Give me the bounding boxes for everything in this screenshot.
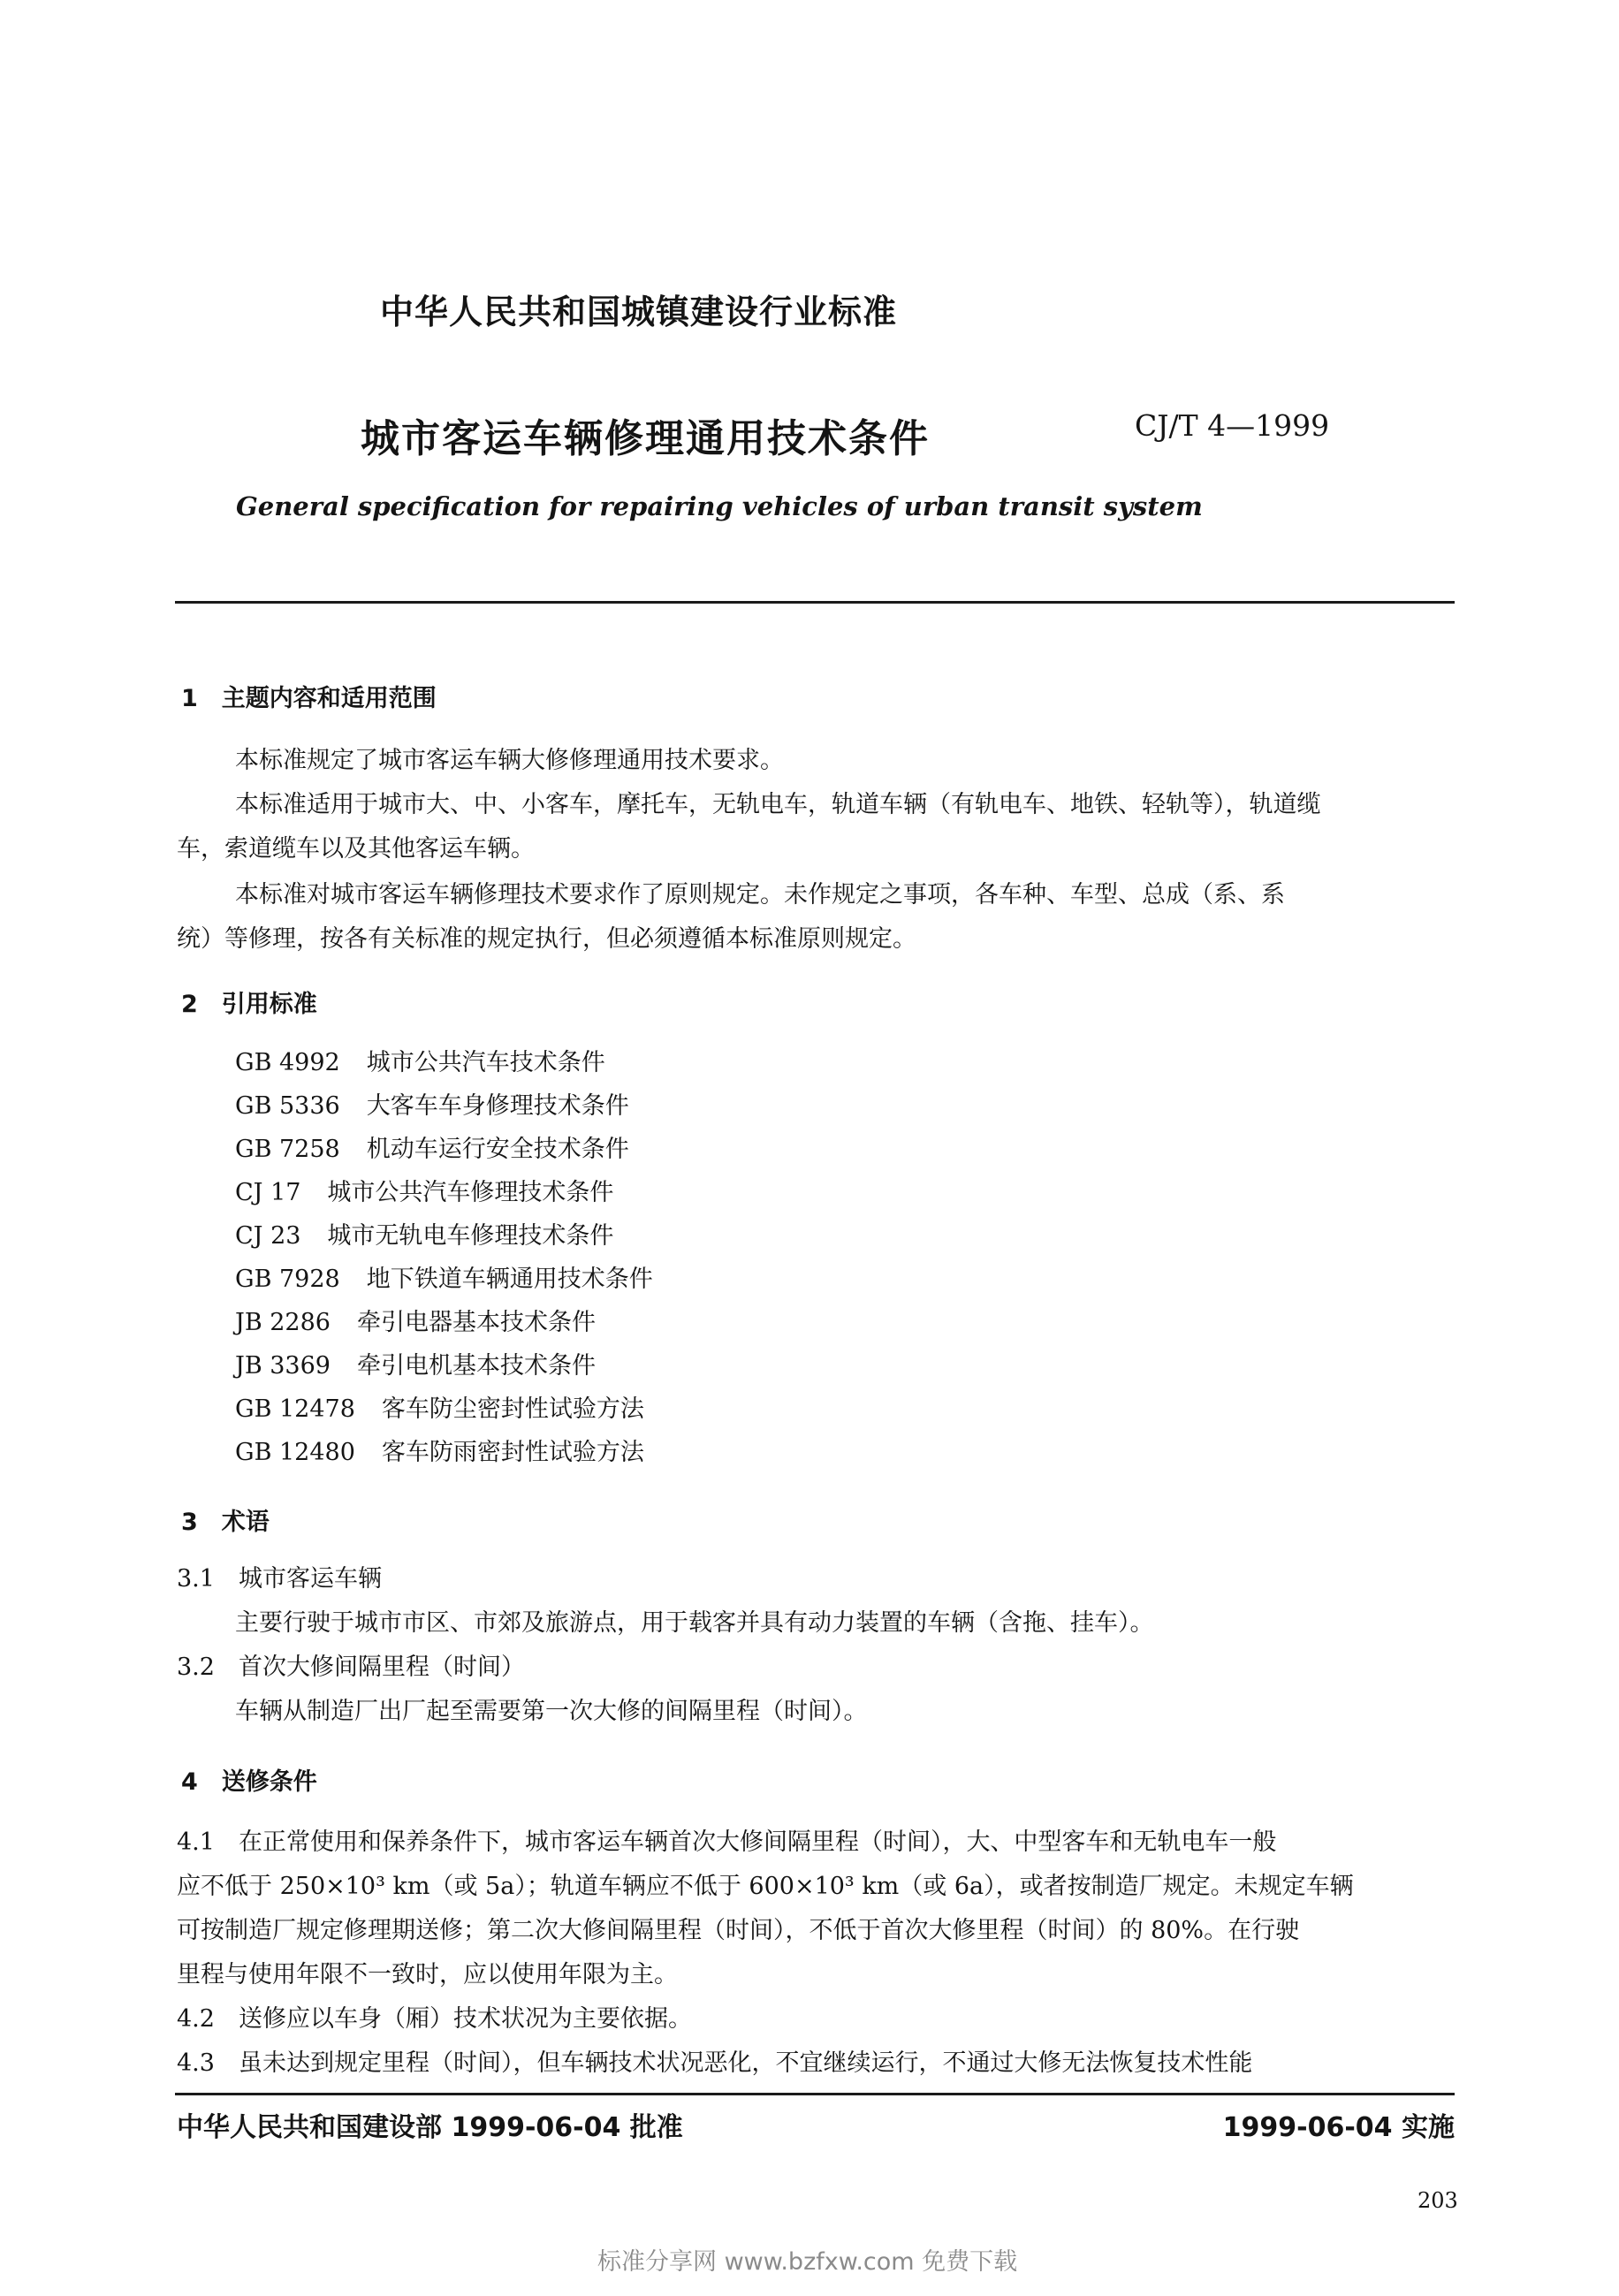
reference-code: GB 12478	[235, 1395, 355, 1423]
term-3-1-definition: 主要行驶于城市市区、市郊及旅游点，用于载客并具有动力装置的车辆（含拖、挂车）。	[235, 1609, 1154, 1637]
term-3-2-definition: 车辆从制造厂出厂起至需要第一次大修的间隔里程（时间）。	[235, 1698, 868, 1725]
reference-code: GB 5336	[235, 1092, 340, 1120]
section-1-paragraph-3-line-1: 本标准对城市客运车辆修理技术要求作了原则规定。未作规定之事项，各车种、车型、总成（系、系	[235, 881, 1285, 909]
reference-code: GB 4992	[235, 1049, 340, 1076]
reference-title: 城市无轨电车修理技术条件	[327, 1222, 614, 1250]
reference-title: 城市公共汽车修理技术条件	[327, 1179, 614, 1206]
reference-title: 机动车运行安全技术条件	[366, 1136, 629, 1163]
reference-item	[235, 1433, 644, 1467]
reference-code: CJ 23	[235, 1222, 301, 1250]
clause-4-3: 4.3 虽未达到规定里程（时间），但车辆技术状况恶化，不宜继续运行，不通过大修无法恢复技术性能	[177, 2049, 1253, 2077]
reference-item	[235, 1216, 613, 1251]
reference-title: 地下铁道车辆通用技术条件	[366, 1266, 653, 1293]
reference-code: GB 7258	[235, 1136, 340, 1163]
clause-4-1-line-2: 应不低于 250×10³ km（或 5a）；轨道车辆应不低于 600×10³ km（或 6a），或者按制造厂规定。未规定车辆	[177, 1873, 1354, 1900]
section-1-paragraph-2-line-2: 车，索道缆车以及其他客运车辆。	[177, 835, 535, 863]
document-title: 城市客运车辆修理通用技术条件	[361, 416, 930, 461]
header-rule	[175, 601, 1455, 604]
section-1-paragraph-1: 本标准规定了城市客运车辆大修修理通用技术要求。	[235, 747, 784, 774]
reference-item	[235, 1389, 644, 1424]
clause-4-1-line-4: 里程与使用年限不一致时，应以使用年限为主。	[177, 1961, 678, 1988]
section-3-heading: 3 术语	[181, 1509, 270, 1536]
reference-title: 牵引电器基本技术条件	[356, 1309, 596, 1336]
reference-item	[235, 1303, 596, 1337]
clause-4-1-line-1: 4.1 在正常使用和保养条件下，城市客运车辆首次大修间隔里程（时间），大、中型客车和无轨电车一般	[177, 1828, 1277, 1856]
reference-code: GB 12480	[235, 1439, 355, 1466]
reference-title: 客车防尘密封性试验方法	[381, 1395, 644, 1423]
reference-item	[235, 1346, 596, 1380]
section-1-paragraph-2-line-1: 本标准适用于城市大、中、小客车，摩托车，无轨电车，轨道车辆（有轨电车、地铁、轻轨等），轨道缆	[235, 791, 1321, 818]
clause-4-1-line-3: 可按制造厂规定修理期送修；第二次大修间隔里程（时间），不低于首次大修里程（时间）的 80%。在行驶	[177, 1917, 1300, 1944]
clause-4-2: 4.2 送修应以车身（厢）技术状况为主要依据。	[177, 2005, 692, 2033]
reference-item	[235, 1259, 653, 1294]
section-1-heading: 1 主题内容和适用范围	[181, 685, 437, 712]
reference-code: GB 7928	[235, 1266, 340, 1293]
watermark-banner[interactable]: 标准分享网 www.bzfxw.com 免费下载	[597, 2248, 1018, 2276]
term-3-1-heading: 3.1 城市客运车辆	[177, 1565, 382, 1593]
english-title: General specification for repairing vehicles of urban transit system	[236, 491, 1203, 521]
reference-code: JB 3369	[235, 1352, 331, 1380]
reference-item	[235, 1173, 613, 1207]
reference-title: 大客车车身修理技术条件	[366, 1092, 629, 1120]
section-1-paragraph-3-line-2: 统）等修理，按各有关标准的规定执行，但必须遵循本标准原则规定。	[177, 925, 916, 953]
standard-code: CJ/T 4—1999	[1135, 408, 1330, 443]
reference-title: 城市公共汽车技术条件	[366, 1049, 605, 1076]
reference-item	[235, 1129, 629, 1164]
section-4-heading: 4 送修条件	[181, 1768, 317, 1796]
reference-code: JB 2286	[235, 1309, 331, 1336]
reference-item	[235, 1086, 629, 1121]
reference-title: 客车防雨密封性试验方法	[381, 1439, 644, 1466]
reference-code: CJ 17	[235, 1179, 301, 1206]
effective-date: 1999-06-04 实施	[1222, 2112, 1455, 2143]
issuer-title: 中华人民共和国城镇建设行业标准	[380, 293, 898, 331]
reference-title: 牵引电机基本技术条件	[356, 1352, 596, 1380]
section-2-heading: 2 引用标准	[181, 991, 317, 1018]
term-3-2-heading: 3.2 首次大修间隔里程（时间）	[177, 1654, 525, 1681]
footer-rule	[175, 2093, 1455, 2095]
approval-line: 中华人民共和国建设部 1999-06-04 批准	[177, 2112, 683, 2143]
reference-item	[235, 1043, 605, 1077]
page-number: 203	[1418, 2188, 1458, 2213]
